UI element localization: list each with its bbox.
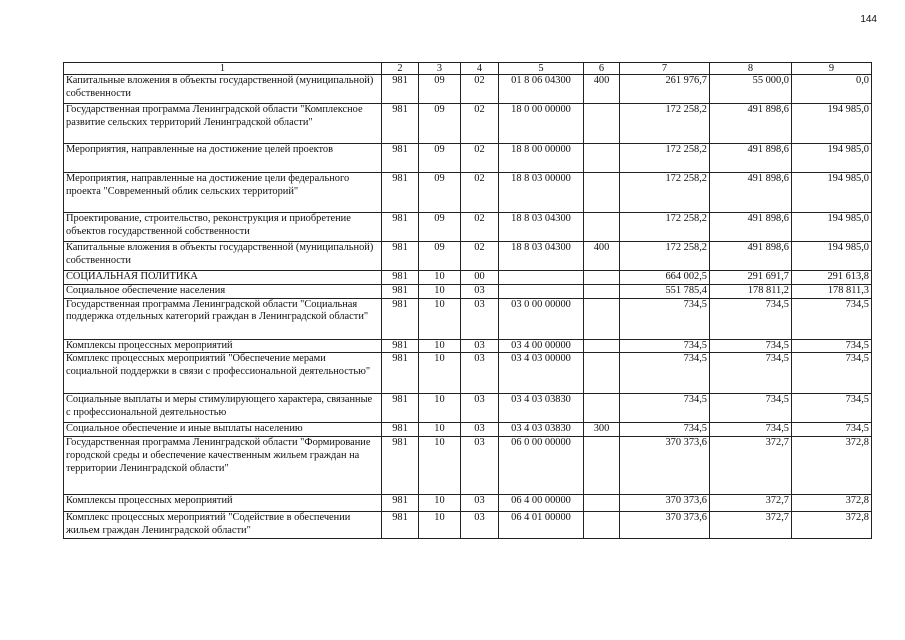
row-amount-2-cell: 372,7 bbox=[710, 495, 792, 512]
row-target-article-cell: 03 4 03 03830 bbox=[499, 394, 584, 423]
row-code-cell: 981 bbox=[382, 298, 419, 339]
row-amount-1-cell: 551 785,4 bbox=[620, 284, 710, 298]
row-expense-type-cell bbox=[584, 173, 620, 213]
row-amount-2-cell: 734,5 bbox=[710, 339, 792, 353]
row-amount-3-cell: 734,5 bbox=[792, 339, 872, 353]
table-row bbox=[64, 242, 872, 271]
row-code-cell: 981 bbox=[382, 213, 419, 242]
row-expense-type-cell bbox=[584, 271, 620, 285]
row-section-cell: 10 bbox=[419, 394, 461, 423]
row-amount-2-cell: 491 898,6 bbox=[710, 173, 792, 213]
row-section-cell: 10 bbox=[419, 271, 461, 285]
row-code-cell: 981 bbox=[382, 144, 419, 173]
row-section-cell: 09 bbox=[419, 213, 461, 242]
row-target-article-cell: 06 0 00 00000 bbox=[499, 437, 584, 495]
row-amount-1-cell: 370 373,6 bbox=[620, 437, 710, 495]
row-section-cell: 10 bbox=[419, 512, 461, 539]
row-subsection-cell: 02 bbox=[461, 173, 499, 213]
row-amount-1-cell: 172 258,2 bbox=[620, 173, 710, 213]
row-section-cell: 10 bbox=[419, 353, 461, 394]
row-code-cell: 981 bbox=[382, 495, 419, 512]
row-amount-2-cell: 291 691,7 bbox=[710, 271, 792, 285]
row-target-article-cell: 03 0 00 00000 bbox=[499, 298, 584, 339]
table-row bbox=[64, 353, 872, 394]
row-expense-type-cell bbox=[584, 339, 620, 353]
row-amount-3-cell: 372,8 bbox=[792, 495, 872, 512]
row-subsection-cell: 02 bbox=[461, 75, 499, 104]
row-amount-1-cell: 172 258,2 bbox=[620, 144, 710, 173]
row-name-cell: Государственная программа Ленинградской области "Формирование городской среды и обеспечение качественным жильем граждан на территории Ленинградской области" bbox=[64, 437, 382, 495]
row-expense-type-cell bbox=[584, 284, 620, 298]
row-section-cell: 10 bbox=[419, 298, 461, 339]
row-amount-1-cell: 734,5 bbox=[620, 423, 710, 437]
row-amount-3-cell: 194 985,0 bbox=[792, 104, 872, 144]
row-section-cell: 09 bbox=[419, 104, 461, 144]
page-number: 144 bbox=[860, 14, 877, 25]
row-amount-2-cell: 178 811,2 bbox=[710, 284, 792, 298]
row-amount-1-cell: 172 258,2 bbox=[620, 242, 710, 271]
row-name-cell: Мероприятия, направленные на достижение целей проектов bbox=[64, 144, 382, 173]
row-target-article-cell: 01 8 06 04300 bbox=[499, 75, 584, 104]
row-expense-type-cell: 400 bbox=[584, 75, 620, 104]
table-row bbox=[64, 271, 872, 285]
row-amount-2-cell: 734,5 bbox=[710, 423, 792, 437]
row-name-cell: Социальное обеспечение и иные выплаты населению bbox=[64, 423, 382, 437]
row-name-cell: Комплекс процессных мероприятий "Обеспечение мерами социальной поддержки в связи с профессиональной деятельностью" bbox=[64, 353, 382, 394]
row-subsection-cell: 02 bbox=[461, 144, 499, 173]
row-expense-type-cell bbox=[584, 512, 620, 539]
row-amount-3-cell: 372,8 bbox=[792, 437, 872, 495]
row-amount-2-cell: 734,5 bbox=[710, 353, 792, 394]
row-name-cell: Капитальные вложения в объекты государственной (муниципальной) собственности bbox=[64, 242, 382, 271]
row-subsection-cell: 02 bbox=[461, 104, 499, 144]
table-row bbox=[64, 144, 872, 173]
row-section-cell: 09 bbox=[419, 144, 461, 173]
row-amount-1-cell: 734,5 bbox=[620, 339, 710, 353]
row-amount-3-cell: 194 985,0 bbox=[792, 242, 872, 271]
row-target-article-cell: 03 4 00 00000 bbox=[499, 339, 584, 353]
row-expense-type-cell bbox=[584, 298, 620, 339]
row-target-article-cell bbox=[499, 271, 584, 285]
budget-table bbox=[63, 62, 872, 539]
row-amount-2-cell: 55 000,0 bbox=[710, 75, 792, 104]
row-subsection-cell: 02 bbox=[461, 242, 499, 271]
table-row bbox=[64, 298, 872, 339]
row-amount-3-cell: 194 985,0 bbox=[792, 173, 872, 213]
row-amount-3-cell: 734,5 bbox=[792, 353, 872, 394]
row-amount-2-cell: 491 898,6 bbox=[710, 242, 792, 271]
row-amount-3-cell: 291 613,8 bbox=[792, 271, 872, 285]
row-code-cell: 981 bbox=[382, 437, 419, 495]
row-amount-1-cell: 370 373,6 bbox=[620, 512, 710, 539]
row-code-cell: 981 bbox=[382, 75, 419, 104]
row-expense-type-cell bbox=[584, 437, 620, 495]
col-header: 5 bbox=[499, 63, 584, 75]
row-target-article-cell: 06 4 01 00000 bbox=[499, 512, 584, 539]
row-subsection-cell: 03 bbox=[461, 512, 499, 539]
row-name-cell: Комплексы процессных мероприятий bbox=[64, 495, 382, 512]
row-amount-3-cell: 0,0 bbox=[792, 75, 872, 104]
row-code-cell: 981 bbox=[382, 173, 419, 213]
row-subsection-cell: 03 bbox=[461, 495, 499, 512]
row-amount-1-cell: 734,5 bbox=[620, 353, 710, 394]
row-section-cell: 09 bbox=[419, 75, 461, 104]
row-amount-2-cell: 491 898,6 bbox=[710, 213, 792, 242]
row-expense-type-cell bbox=[584, 213, 620, 242]
row-amount-1-cell: 172 258,2 bbox=[620, 104, 710, 144]
col-header: 9 bbox=[792, 63, 872, 75]
col-header: 7 bbox=[620, 63, 710, 75]
row-target-article-cell: 18 8 00 00000 bbox=[499, 144, 584, 173]
table-row bbox=[64, 104, 872, 144]
row-amount-2-cell: 372,7 bbox=[710, 437, 792, 495]
row-target-article-cell bbox=[499, 284, 584, 298]
row-expense-type-cell: 300 bbox=[584, 423, 620, 437]
row-amount-2-cell: 372,7 bbox=[710, 512, 792, 539]
row-amount-3-cell: 734,5 bbox=[792, 423, 872, 437]
row-expense-type-cell bbox=[584, 104, 620, 144]
row-expense-type-cell: 400 bbox=[584, 242, 620, 271]
row-code-cell: 981 bbox=[382, 339, 419, 353]
table-row bbox=[64, 437, 872, 495]
row-code-cell: 981 bbox=[382, 394, 419, 423]
row-amount-1-cell: 261 976,7 bbox=[620, 75, 710, 104]
row-subsection-cell: 03 bbox=[461, 353, 499, 394]
row-code-cell: 981 bbox=[382, 353, 419, 394]
row-target-article-cell: 06 4 00 00000 bbox=[499, 495, 584, 512]
row-name-cell: Государственная программа Ленинградской области "Комплексное развитие сельских территорий Ленинградской области" bbox=[64, 104, 382, 144]
row-name-cell: Социальное обеспечение населения bbox=[64, 284, 382, 298]
row-subsection-cell: 00 bbox=[461, 271, 499, 285]
row-amount-3-cell: 194 985,0 bbox=[792, 213, 872, 242]
row-code-cell: 981 bbox=[382, 242, 419, 271]
row-target-article-cell: 18 8 03 00000 bbox=[499, 173, 584, 213]
row-amount-3-cell: 372,8 bbox=[792, 512, 872, 539]
table-row bbox=[64, 394, 872, 423]
row-section-cell: 10 bbox=[419, 284, 461, 298]
row-subsection-cell: 03 bbox=[461, 339, 499, 353]
row-expense-type-cell bbox=[584, 495, 620, 512]
row-amount-3-cell: 734,5 bbox=[792, 298, 872, 339]
row-amount-1-cell: 734,5 bbox=[620, 394, 710, 423]
row-name-cell: СОЦИАЛЬНАЯ ПОЛИТИКА bbox=[64, 271, 382, 285]
row-name-cell: Комплекс процессных мероприятий "Содействие в обеспечении жильем граждан Ленинградской области" bbox=[64, 512, 382, 539]
row-name-cell: Комплексы процессных мероприятий bbox=[64, 339, 382, 353]
table-row bbox=[64, 423, 872, 437]
row-code-cell: 981 bbox=[382, 284, 419, 298]
table-header-row bbox=[64, 63, 872, 75]
row-section-cell: 10 bbox=[419, 437, 461, 495]
row-amount-3-cell: 194 985,0 bbox=[792, 144, 872, 173]
row-amount-2-cell: 734,5 bbox=[710, 394, 792, 423]
row-name-cell: Проектирование, строительство, реконструкция и приобретение объектов государственной собственности bbox=[64, 213, 382, 242]
row-section-cell: 10 bbox=[419, 339, 461, 353]
row-subsection-cell: 03 bbox=[461, 284, 499, 298]
row-target-article-cell: 03 4 03 03830 bbox=[499, 423, 584, 437]
row-section-cell: 09 bbox=[419, 242, 461, 271]
row-expense-type-cell bbox=[584, 394, 620, 423]
table-row bbox=[64, 339, 872, 353]
row-expense-type-cell bbox=[584, 144, 620, 173]
row-code-cell: 981 bbox=[382, 512, 419, 539]
row-subsection-cell: 03 bbox=[461, 394, 499, 423]
col-header: 1 bbox=[64, 63, 382, 75]
row-name-cell: Социальные выплаты и меры стимулирующего характера, связанные с профессиональной деятельностью bbox=[64, 394, 382, 423]
row-amount-1-cell: 734,5 bbox=[620, 298, 710, 339]
table-row bbox=[64, 75, 872, 104]
row-target-article-cell: 18 0 00 00000 bbox=[499, 104, 584, 144]
row-expense-type-cell bbox=[584, 353, 620, 394]
row-section-cell: 10 bbox=[419, 495, 461, 512]
row-section-cell: 09 bbox=[419, 173, 461, 213]
col-header: 8 bbox=[710, 63, 792, 75]
table-row bbox=[64, 213, 872, 242]
table-row bbox=[64, 512, 872, 539]
row-amount-3-cell: 734,5 bbox=[792, 394, 872, 423]
row-subsection-cell: 03 bbox=[461, 423, 499, 437]
row-amount-1-cell: 664 002,5 bbox=[620, 271, 710, 285]
table-body bbox=[64, 75, 872, 539]
row-amount-1-cell: 172 258,2 bbox=[620, 213, 710, 242]
col-header: 2 bbox=[382, 63, 419, 75]
row-subsection-cell: 03 bbox=[461, 298, 499, 339]
row-subsection-cell: 03 bbox=[461, 437, 499, 495]
row-code-cell: 981 bbox=[382, 271, 419, 285]
row-target-article-cell: 18 8 03 04300 bbox=[499, 242, 584, 271]
col-header: 3 bbox=[419, 63, 461, 75]
row-name-cell: Государственная программа Ленинградской области "Социальная поддержка отдельных категорий граждан в Ленинградской области" bbox=[64, 298, 382, 339]
row-amount-2-cell: 491 898,6 bbox=[710, 104, 792, 144]
row-amount-3-cell: 178 811,3 bbox=[792, 284, 872, 298]
table-row bbox=[64, 284, 872, 298]
row-code-cell: 981 bbox=[382, 423, 419, 437]
table-row bbox=[64, 495, 872, 512]
row-name-cell: Капитальные вложения в объекты государственной (муниципальной) собственности bbox=[64, 75, 382, 104]
col-header: 6 bbox=[584, 63, 620, 75]
row-section-cell: 10 bbox=[419, 423, 461, 437]
row-amount-2-cell: 734,5 bbox=[710, 298, 792, 339]
row-subsection-cell: 02 bbox=[461, 213, 499, 242]
row-amount-1-cell: 370 373,6 bbox=[620, 495, 710, 512]
table-row bbox=[64, 173, 872, 213]
row-target-article-cell: 18 8 03 04300 bbox=[499, 213, 584, 242]
row-code-cell: 981 bbox=[382, 104, 419, 144]
col-header: 4 bbox=[461, 63, 499, 75]
row-name-cell: Мероприятия, направленные на достижение цели федерального проекта "Современный облик сельских территорий" bbox=[64, 173, 382, 213]
row-target-article-cell: 03 4 03 00000 bbox=[499, 353, 584, 394]
row-amount-2-cell: 491 898,6 bbox=[710, 144, 792, 173]
